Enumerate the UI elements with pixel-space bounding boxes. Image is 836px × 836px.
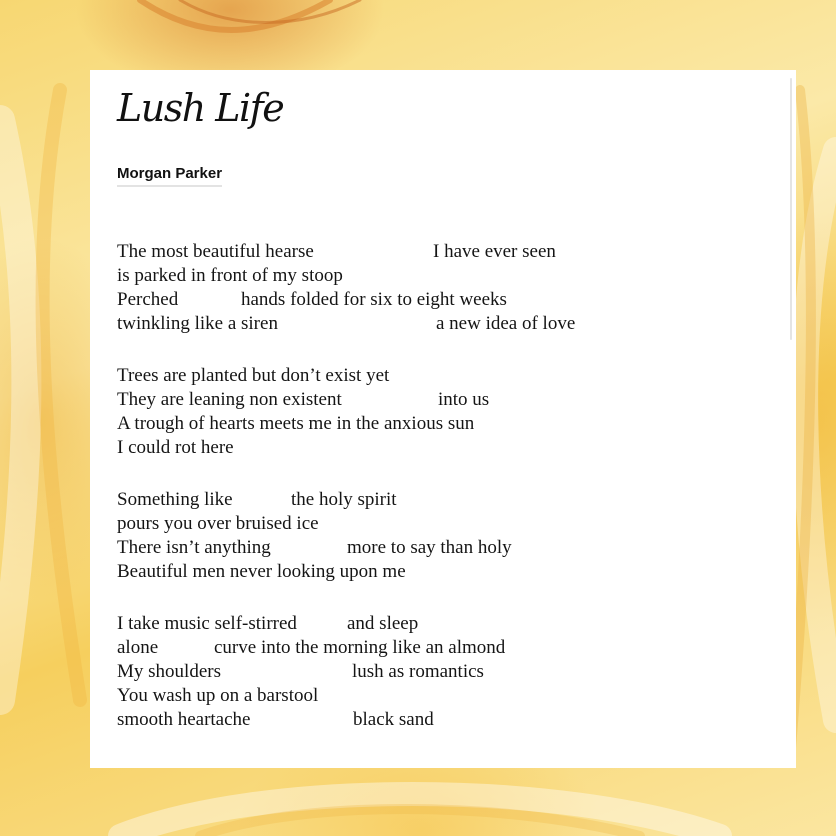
poem-line-segment: smooth heartache (117, 709, 251, 730)
poem-line-segment: curve into the morning like an almond (214, 637, 506, 658)
poem-line-segment: lush as romantics (352, 661, 484, 682)
poem-line (117, 288, 767, 312)
poem-line-segment: The most beautiful hearse (117, 241, 314, 262)
poem-line-segment: the holy spirit (291, 489, 397, 510)
poem-line (117, 240, 767, 264)
poem-line (117, 264, 767, 288)
poem-line-segment: and sleep (347, 613, 419, 634)
poem-line-segment: Perched (117, 289, 179, 310)
poem-line-segment: Beautiful men never looking upon me (117, 561, 406, 582)
poem-line (117, 436, 767, 460)
poem-line (117, 388, 767, 412)
stanza (117, 364, 767, 460)
poem-card (90, 70, 796, 768)
poem-line-segment: A trough of hearts meets me in the anxious sun (117, 413, 475, 434)
poem-line (117, 636, 767, 660)
author-link[interactable]: Morgan Parker (117, 165, 222, 187)
poem-line-segment: hands folded for six to eight weeks (241, 289, 507, 310)
poem-line-segment: Something like (117, 489, 233, 510)
poem-line (117, 684, 767, 708)
poem-line (117, 612, 767, 636)
poem-line-segment: I could rot here (117, 437, 234, 458)
poem-line-segment: You wash up on a barstool (117, 685, 319, 706)
poem-line (117, 660, 767, 684)
poem-line (117, 412, 767, 436)
poem-body (117, 240, 767, 760)
stanza (117, 488, 767, 584)
poem-line-segment: Trees are planted but don’t exist yet (117, 365, 390, 386)
stanza (117, 612, 767, 732)
poem-line-segment: They are leaning non existent (117, 389, 342, 410)
poem-line (117, 708, 767, 732)
poem-line-segment: My shoulders (117, 661, 221, 682)
poem-line (117, 536, 767, 560)
poem-line (117, 560, 767, 584)
poem-line-segment: a new idea of love (436, 313, 576, 334)
poem-line-segment: pours you over bruised ice (117, 513, 319, 534)
poem-line (117, 488, 767, 512)
card-edge (790, 78, 792, 340)
poem-line-segment: I have ever seen (433, 241, 556, 262)
poem-title: Lush Life (117, 86, 284, 130)
poem-line-segment: alone (117, 637, 159, 658)
poem-line-segment: twinkling like a siren (117, 313, 278, 334)
poem-line (117, 312, 767, 336)
poem-line-segment: I take music self-stirred (117, 613, 297, 634)
poem-line-segment: There isn’t anything (117, 537, 271, 558)
poem-line-segment: more to say than holy (347, 537, 512, 558)
poem-line-segment: into us (438, 389, 490, 410)
stanza (117, 240, 767, 336)
poem-line-segment: is parked in front of my stoop (117, 265, 343, 286)
poem-line-segment: black sand (353, 709, 434, 730)
poem-line (117, 512, 767, 536)
poem-line (117, 364, 767, 388)
